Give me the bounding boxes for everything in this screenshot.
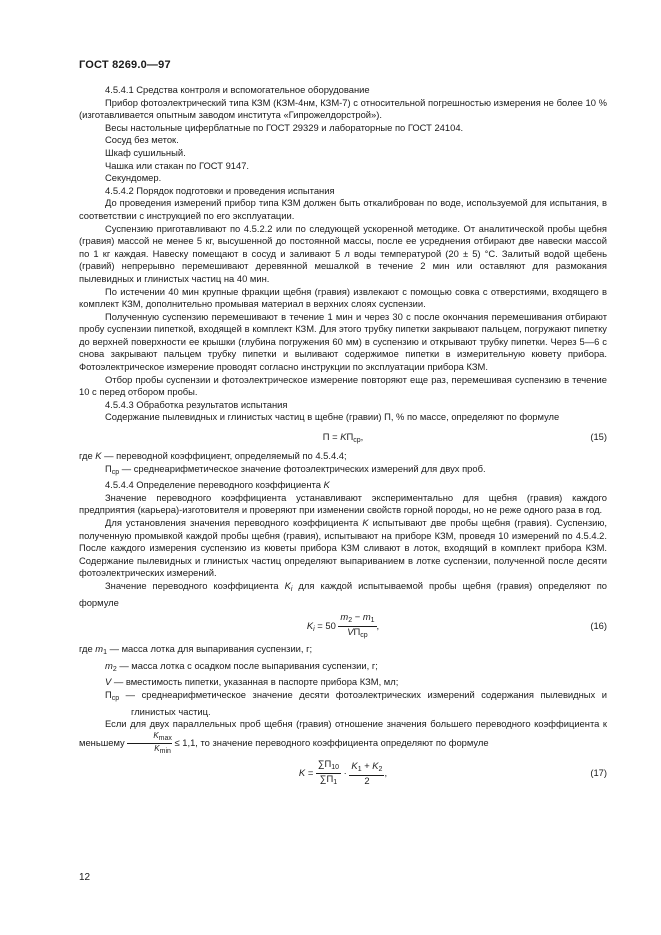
ratio-fraction: $\frac{Kmax}{Kmin}$	[127, 731, 172, 756]
formula-16-fraction: $\frac{m_2 - m_1}{VП_{ср}}$	[340, 611, 375, 640]
paragraph-coefficient-test: Для установления значения переводного коэффициента K испытывают две пробы щебня (гравия). Суспензию, полученную промывкой каждой пробы щебня (гравия), испытывают на приборе КЗМ, проведя 10 измерений по 4.5.4.2. После каждого измерения суспензию из кюветы прибора КЗМ сливают в лоток, входящий в комплект прибора КЗМ. Содержание пылевидных и глинистых частиц определяют выпариванием в лотке суспензии, полученной после десяти фотоэлектрических измерений.	[79, 517, 607, 579]
paragraph-stopwatch: Секундомер.	[105, 172, 162, 184]
formula-16: $K_i = 50$ $\frac{m_2 - m_1}{VП_{ср}}$ , (16)	[79, 609, 607, 643]
paragraph-cup: Чашка или стакан по ГОСТ 9147.	[105, 159, 250, 171]
formula-17-avg-fraction: $\frac{K_1 + K_2}{2}$	[351, 759, 383, 786]
where-m1: где $m_1$ — масса лотка для выпаривания суспензии, г;	[79, 643, 313, 657]
paragraph-coefficient: Значение переводного коэффициента устанавливают экспериментально для щебня (гравия) каждого предприятия (карьера)-изготовителя и проверяют при изменении свойств горной породы, но не реже одного раза в год.	[79, 491, 607, 516]
paragraph-pipette: Полученную суспензию перемешивают в течение 1 мин и через 30 с после окончания перемешивания отбирают пробу суспензии пипеткой, входящей в комплект КЗМ. Для этого трубку пипетки закрывают пальцем, погружают пипетку до верхней поверхности ее крышки (глубина погружения 60 мм) в суспензию и открывают трубку пипетки. Через 5—6 с снова закрывают пальцем трубку пипетки и выливают содержимое пипетки в измерительную кювету прибора. Фотоэлектрическое измерение проводят согласно инструкции по эксплуатации прибора КЗМ.	[79, 310, 607, 373]
paragraph-scales: Весы настольные циферблатные по ГОСТ 29329 и лабораторные по ГОСТ 24104.	[105, 121, 464, 133]
paragraph-vessel: Сосуд без меток.	[105, 134, 179, 146]
paragraph-fractions: По истечении 40 мин крупные фракции щебня (гравия) извлекают с помощью совка с отверстиями, входящего в комплект КЗМ, дополнительно промывая материал в верхних слоях суспензии.	[79, 285, 607, 310]
standard-header: ГОСТ 8269.0—97	[79, 59, 171, 71]
section-4-5-4-1-title: 4.5.4.1 Средства контроля и вспомогательное оборудование	[105, 84, 370, 95]
section-4-5-4-4-title: 4.5.4.4 Определение переводного коэффициента K	[105, 479, 330, 491]
paragraph-ki: Значение переводного коэффициента $K_i$ для каждой испытываемой пробы щебня (гравия) определяют по формуле	[79, 579, 607, 608]
paragraph-calibration: До проведения измерений прибор типа КЗМ должен быть откалиброван по воде, используемой для испытания, в соответствии с инструкцией по его эксплуатации.	[79, 197, 607, 221]
formula-15-number: (15)	[590, 431, 607, 443]
formula-17-number: (17)	[590, 766, 607, 778]
paragraph-device: Прибор фотоэлектрический типа КЗМ (КЗМ-4нм, КЗМ-7) с относительной погрешностью измерения не более 10 % (изготавливается опытным заводом института «Гипрожелдорстрой»).	[79, 96, 607, 121]
paragraph-suspension: Суспензию приготавливают по 4.5.2.2 или по следующей ускоренной методике. От аналитической пробы щебня (гравия) массой не менее 5 кг, высушенной до постоянной массы, после ее усреднения отбирают две навески массой по 1 кг каждая. Навеску помещают в сосуд и заливают 5 л воды температурой (20 ± 5) °С. Залитый водой щебень (гравий) непрерывно перемешивают деревянной мешалкой в течение 2 мин или оставляют для размокания пылевидных и глинистых частиц на 40 мин.	[79, 222, 607, 284]
where-p-avg-ten: $П_{ср}$ — среднеарифметическое значение десяти фотоэлектрических измерений содержания пылевидных и глинистых частиц.	[105, 688, 607, 717]
page-number: 12	[79, 872, 91, 883]
section-4-5-4-2-title: 4.5.4.2 Порядок подготовки и проведения испытания	[105, 184, 335, 196]
formula-17-sum-fraction: $\frac{\sum П_{10}}{\sum П_1}$	[317, 757, 340, 786]
section-4-5-4-3-title: 4.5.4.3 Обработка результатов испытания	[105, 398, 288, 410]
formula-15: $П = KП_{ср}$, (15)	[79, 424, 607, 450]
formula-17: K = $\frac{\sum П_{10}}{\sum П_1}$ · $\frac{K_1 + K_2}{2}$ , (17)	[79, 756, 607, 790]
formula-16-number: (16)	[590, 620, 607, 632]
paragraph-repeat: Отбор пробы суспензии и фотоэлектрическое измерение повторяют еще раз, перемешивая суспензию в течение 10 с перед отбором пробы.	[79, 373, 607, 398]
where-k: где K — переводной коэффициент, определяемый по 4.5.4.4;	[79, 450, 347, 462]
paragraph-content: Содержание пылевидных и глинистых частиц в щебне (гравии) П, % по массе, определяют по формуле	[105, 411, 560, 423]
where-v: V — вместимость пипетки, указанная в паспорте прибора КЗМ, мл;	[105, 676, 399, 688]
paragraph-cabinet: Шкаф сушильный.	[105, 146, 186, 158]
document-body	[79, 84, 607, 790]
where-m2: $m_2$ — масса лотка с осадком после выпаривания суспензии, г;	[105, 659, 378, 673]
where-p-avg: $П_{ср}$ — среднеарифметическое значение фотоэлектрических измерений для двух проб.	[105, 462, 486, 476]
paragraph-ratio: Если для двух параллельных проб щебня (гравия) отношение значения большего переводного коэффициента к меньшему $\frac{Kmax}{Kmin}$ ≤ 1,1, то значение переводного коэффициента определяют по формуле	[79, 718, 607, 755]
